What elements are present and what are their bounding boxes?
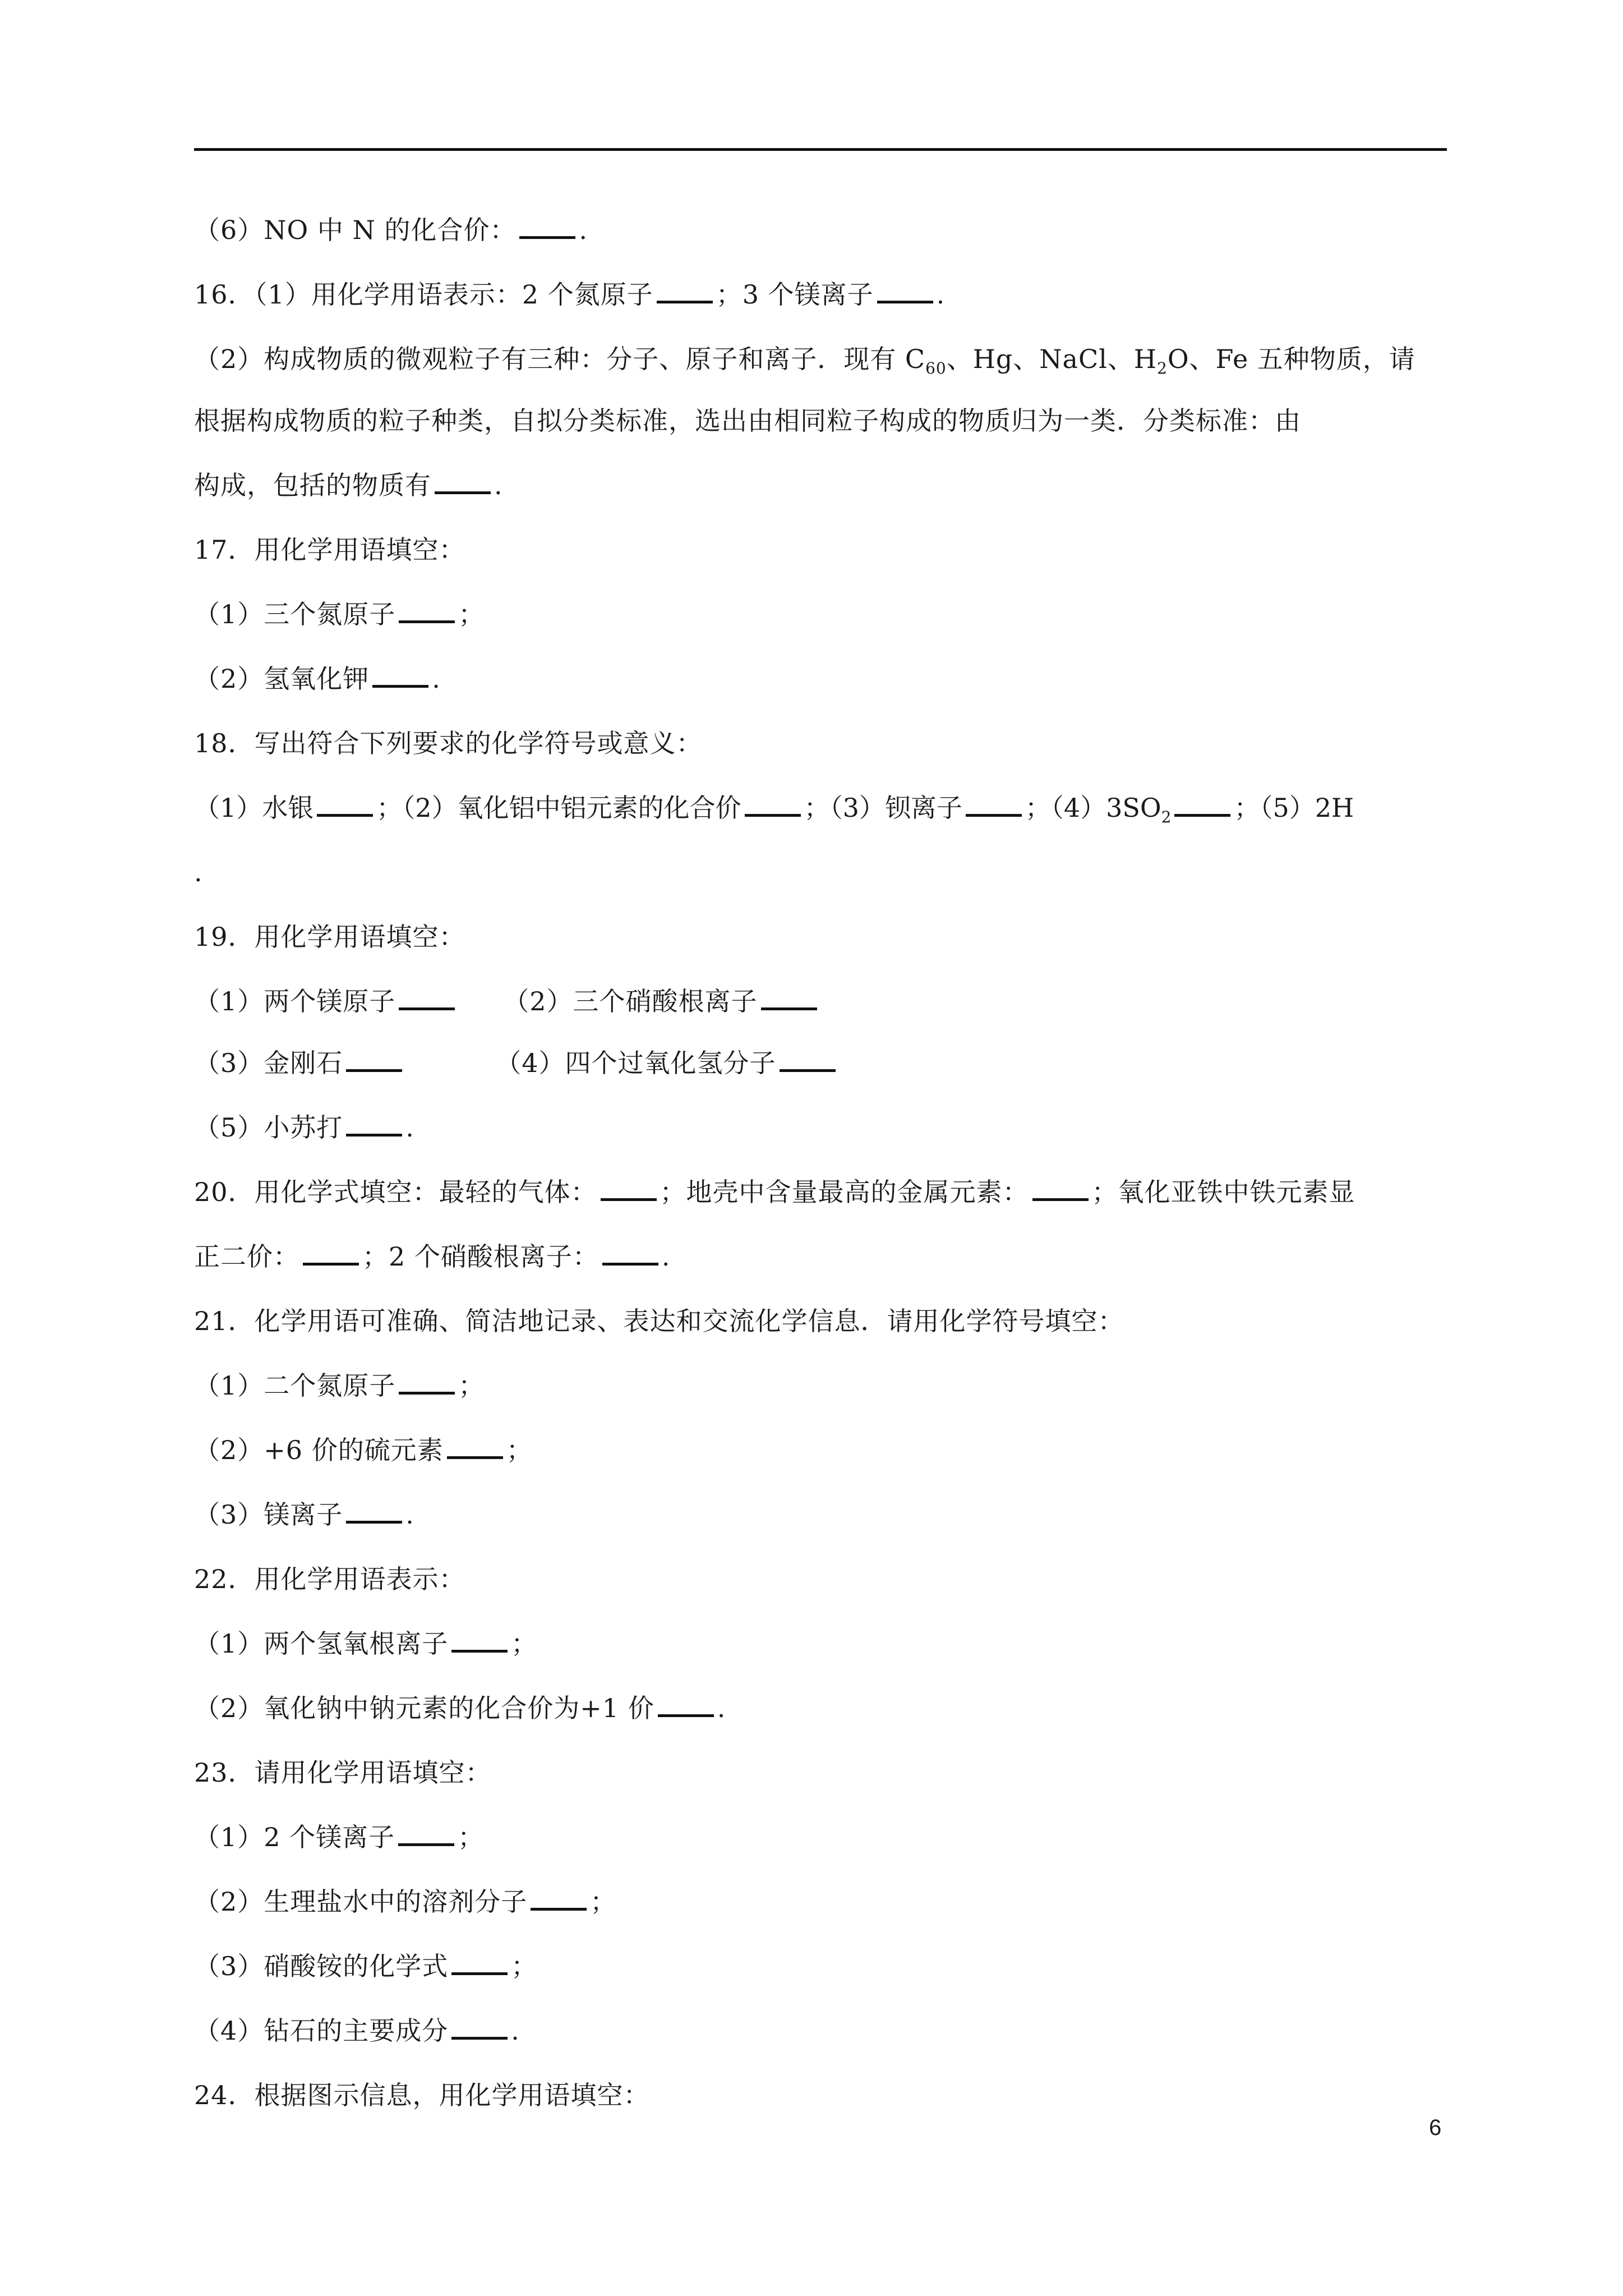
answer-blank[interactable] <box>317 792 373 817</box>
answer-blank[interactable] <box>601 1176 657 1201</box>
text: 16．（1）用化学用语表示：2 个氮原子 <box>194 279 653 310</box>
text: . <box>405 1112 414 1143</box>
text: . <box>405 1499 414 1530</box>
answer-blank[interactable] <box>877 278 933 303</box>
text: （1）二个氮原子 <box>194 1370 396 1401</box>
question-title: 18．写出符合下列要求的化学符号或意义： <box>194 728 703 758</box>
answer-blank[interactable] <box>398 1821 454 1846</box>
text: （6）NO 中 N 的化合价： <box>194 215 517 245</box>
text: . <box>661 1241 671 1272</box>
text: （1）2 个镁离子 <box>194 1822 395 1852</box>
text: （5）小苏打 <box>194 1112 343 1143</box>
text: ；3 个镁离子 <box>716 279 874 310</box>
text: 根据构成物质的粒子种类，自拟分类标准，选出由相同粒子构成的物质归为一类．分类标准：由 <box>194 406 1301 436</box>
text: （2）氧化钠中钠元素的化合价为+1 价 <box>194 1693 654 1723</box>
answer-blank[interactable] <box>658 1692 714 1717</box>
answer-blank[interactable] <box>761 985 817 1010</box>
line-q19 <box>194 920 1447 954</box>
answer-blank[interactable] <box>346 1111 402 1137</box>
text: ； <box>458 1822 485 1852</box>
answer-blank[interactable] <box>519 214 575 239</box>
text: ；（5）2H <box>1234 793 1354 823</box>
line-q17-2 <box>194 662 1447 696</box>
text: （2）构成物质的微观粒子有三种：分子、原子和离子．现有 C <box>194 344 926 374</box>
text: （1）两个镁原子 <box>194 986 396 1016</box>
answer-blank[interactable] <box>399 598 455 623</box>
answer-blank[interactable] <box>657 278 713 303</box>
text: 正二价： <box>194 1241 299 1272</box>
line-q19-1 <box>194 984 1447 1018</box>
line-q16-2b <box>194 404 1447 438</box>
text: （2）+6 价的硫元素 <box>194 1435 444 1465</box>
text: ；地壳中含量最高的金属元素： <box>660 1177 1029 1207</box>
subscript: 60 <box>925 359 947 378</box>
text: ；氧化亚铁中铁元素显 <box>1091 1177 1355 1207</box>
answer-blank[interactable] <box>531 1885 587 1911</box>
text: 、Hg、NaCl、H <box>946 344 1157 374</box>
text: （3）镁离子 <box>194 1499 343 1530</box>
text: . <box>579 215 588 245</box>
text: （3）金刚石 <box>194 1048 343 1078</box>
line-q16 <box>194 278 1447 311</box>
text: . <box>432 664 441 694</box>
line-q22-2 <box>194 1691 1447 1725</box>
question-title: 22．用化学用语表示： <box>194 1564 465 1594</box>
answer-blank[interactable] <box>451 1627 508 1653</box>
text: （4）钻石的主要成分 <box>194 2016 449 2046</box>
text: ；（2）氧化铝中铝元素的化合价 <box>376 793 741 823</box>
text: （1）三个氮原子 <box>194 599 396 629</box>
line-q23-4 <box>194 2014 1447 2047</box>
text: （4）四个过氧化氢分子 <box>495 1048 776 1078</box>
text: . <box>194 857 203 887</box>
answer-blank[interactable] <box>451 1950 508 1975</box>
line-q18 <box>194 726 1447 760</box>
line-q17-1 <box>194 597 1447 631</box>
subscript: 2 <box>1157 359 1168 378</box>
line-q23-1 <box>194 1820 1447 1854</box>
text: 20．用化学式填空：最轻的气体： <box>194 1177 597 1207</box>
text: . <box>936 279 946 310</box>
line-q17 <box>194 533 1447 567</box>
answer-blank[interactable] <box>1032 1176 1089 1201</box>
line-q21 <box>194 1304 1447 1338</box>
answer-blank[interactable] <box>780 1047 836 1072</box>
text: （3）硝酸铵的化学式 <box>194 1951 449 1981</box>
answer-blank[interactable] <box>346 1047 402 1072</box>
text: . <box>494 470 503 500</box>
text: ； <box>511 1628 538 1659</box>
answer-blank[interactable] <box>435 469 491 494</box>
text: ； <box>458 599 485 629</box>
header-rule <box>194 148 1447 151</box>
answer-blank[interactable] <box>399 1369 455 1395</box>
text: （1）水银 <box>194 793 314 823</box>
line-q23 <box>194 1756 1447 1789</box>
question-title: 23．请用化学用语填空： <box>194 1757 492 1788</box>
text: . <box>717 1693 726 1723</box>
answer-blank[interactable] <box>451 2014 508 2040</box>
text: ； <box>506 1435 533 1465</box>
line-q15-6 <box>194 213 1447 247</box>
line-q20-a <box>194 1175 1447 1209</box>
line-q23-2 <box>194 1885 1447 1918</box>
answer-blank[interactable] <box>447 1434 503 1459</box>
line-q22-1 <box>194 1627 1447 1660</box>
line-q20-b <box>194 1240 1447 1273</box>
line-q19-3 <box>194 1111 1447 1144</box>
answer-blank[interactable] <box>372 662 428 688</box>
line-q16-2a <box>194 342 1447 385</box>
line-q22 <box>194 1562 1447 1596</box>
text: ； <box>590 1887 617 1917</box>
text: O、Fe 五种物质，请 <box>1167 344 1415 374</box>
line-q21-1 <box>194 1369 1447 1402</box>
text: （1）两个氢氧根离子 <box>194 1628 449 1659</box>
text: . <box>511 2016 520 2046</box>
subscript: 2 <box>1161 808 1172 826</box>
line-q18-2 <box>194 855 1447 889</box>
question-title: 17．用化学用语填空： <box>194 535 465 565</box>
text: ；2 个硝酸根离子： <box>362 1241 599 1272</box>
question-title: 19．用化学用语填空： <box>194 922 465 952</box>
answer-blank[interactable] <box>399 985 455 1010</box>
line-q21-3 <box>194 1498 1447 1531</box>
line-q23-3 <box>194 1949 1447 1983</box>
answer-blank[interactable] <box>346 1498 402 1524</box>
line-q16-2c <box>194 468 1447 502</box>
line-q21-2 <box>194 1433 1447 1467</box>
answer-blank[interactable] <box>303 1240 359 1266</box>
text: ； <box>458 1370 485 1401</box>
answer-blank[interactable] <box>966 792 1022 817</box>
line-q18-1 <box>194 791 1447 834</box>
page-number: 6 <box>1429 2115 1442 2140</box>
text: （2）生理盐水中的溶剂分子 <box>194 1887 528 1917</box>
text: （2）氢氧化钾 <box>194 664 370 694</box>
line-q24 <box>194 2078 1447 2112</box>
text: ；（4）3SO <box>1025 793 1161 823</box>
line-q19-2 <box>194 1046 1447 1080</box>
question-title: 21．化学用语可准确、简洁地记录、表达和交流化学信息．请用化学符号填空： <box>194 1306 1124 1336</box>
answer-blank[interactable] <box>745 792 801 817</box>
text: 构成，包括的物质有 <box>194 470 431 500</box>
text: （2）三个硝酸根离子 <box>503 986 758 1016</box>
answer-blank[interactable] <box>602 1240 658 1266</box>
text: ；（3）钡离子 <box>804 793 962 823</box>
answer-blank[interactable] <box>1174 792 1230 817</box>
question-title: 24．根据图示信息，用化学用语填空： <box>194 2080 650 2110</box>
text: ； <box>511 1951 538 1981</box>
